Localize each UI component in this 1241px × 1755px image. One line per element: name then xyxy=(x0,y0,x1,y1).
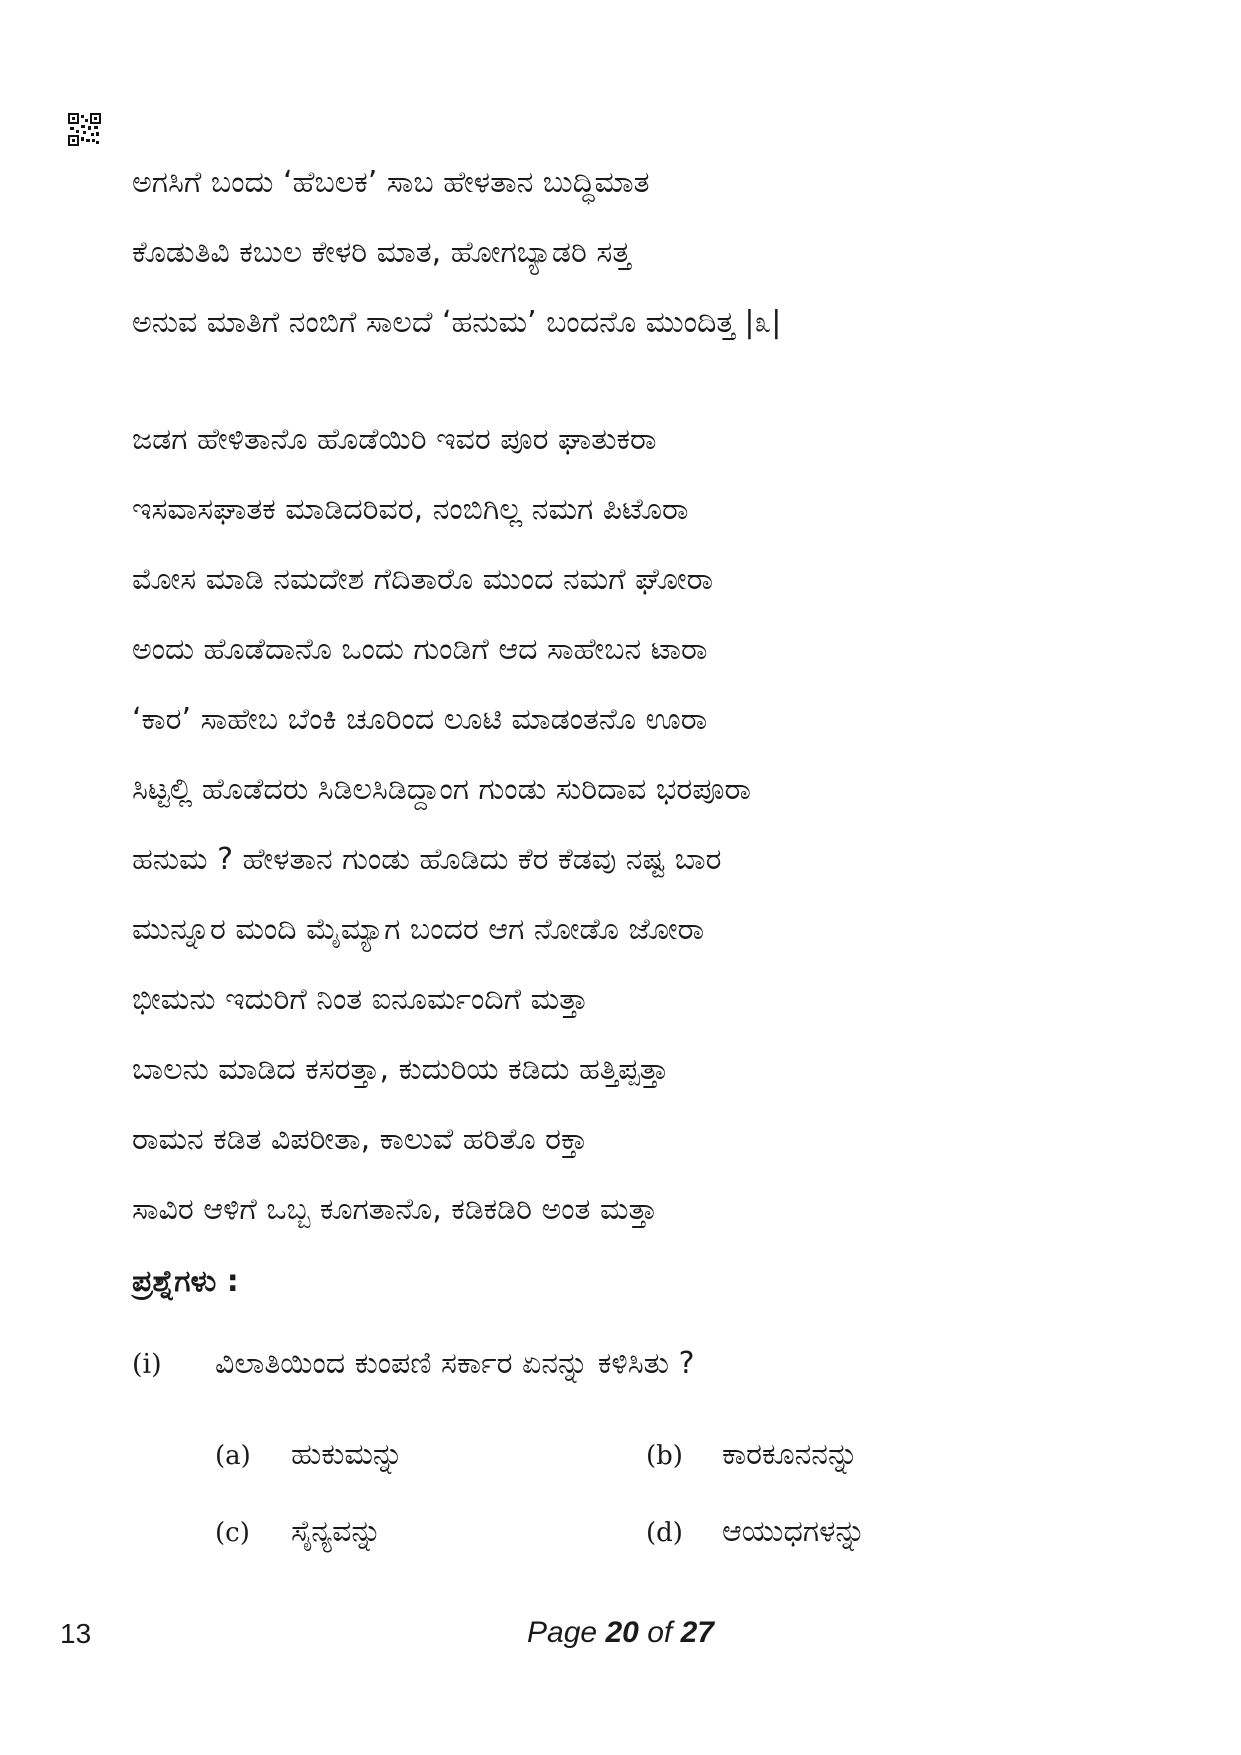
poem-line: ಸಿಟ್ಟಲ್ಲಿ ಹೊಡೆದರು ಸಿಡಿಲಸಿಡಿದ್ದಾಂಗ ಗುಂಡು ಸುರಿದಾವ ಭರಪೂರಾ xyxy=(132,772,751,807)
poem-line: ಸಾವಿರ ಆಳಿಗೆ ಒಬ್ಬ ಕೂಗತಾನೊ, ಕಡಿಕಡಿರಿ ಅಂತ ಮತ್ತಾ xyxy=(132,1192,658,1227)
poem xyxy=(132,165,1132,1262)
option-d[interactable] xyxy=(646,1514,866,1549)
poem-line: ಅನುವ ಮಾತಿಗೆ ನಂಬಿಗೆ ಸಾಲದೆ ‘ಹನುಮ’ ಬಂದನೊ ಮುಂದಿತ್ತ |೩| xyxy=(132,305,782,340)
of-word: of xyxy=(647,1616,673,1649)
option-text: ಸೈನ್ಯವನ್ನು xyxy=(291,1514,382,1549)
poem-line: ‘ಕಾರ’ ಸಾಹೇಬ ಬೆಂಕಿ ಚೂರಿಂದ ಲೂಟಿ ಮಾಡಂತನೊ ಊರಾ xyxy=(132,702,708,737)
option-c[interactable] xyxy=(215,1514,382,1549)
option-label: (b) xyxy=(646,1441,683,1471)
option-label: (d) xyxy=(646,1518,683,1548)
page-word: Page xyxy=(527,1616,598,1649)
option-label: (c) xyxy=(215,1518,250,1548)
option-label: (a) xyxy=(215,1441,251,1471)
page-indicator xyxy=(0,1616,1241,1650)
poem-line: ಇಸವಾಸಘಾತಕ ಮಾಡಿದರಿವರ, ನಂಬಿಗಿಲ್ಲ ನಮಗ ಪಿಟೊರಾ xyxy=(132,492,689,527)
question-text: ವಿಲಾತಿಯಿಂದ ಕುಂಪಣಿ ಸರ್ಕಾರ ಏನನ್ನು ಕಳಿಸಿತು ? xyxy=(215,1346,695,1381)
poem-line: ಜಡಗ ಹೇಳಿತಾನೊ ಹೊಡೆಯಿರಿ ಇವರ ಪೂರ ಘಾತುಕರಾ xyxy=(132,422,657,457)
poem-line: ಭೀಮನು ಇದುರಿಗೆ ನಿಂತ ಐನೂರ್ಮಂದಿಗೆ ಮತ್ತಾ xyxy=(132,982,589,1017)
question-number: (i) xyxy=(132,1349,162,1380)
poem-line: ಮುನ್ನೂರ ಮಂದಿ ಮೈಮ್ಯಾಗ ಬಂದರ ಆಗ ನೋಡೊ ಜೋರಾ xyxy=(132,912,705,947)
poem-line: ರಾಮನ ಕಡಿತ ವಿಪರೀತಾ, ಕಾಲುವೆ ಹರಿತೊ ರಕ್ತಾ xyxy=(132,1122,588,1157)
page-current: 20 xyxy=(605,1616,639,1649)
option-text: ಹುಕುಮನ್ನು xyxy=(291,1437,404,1472)
poem-line: ಅಂದು ಹೊಡೆದಾನೊ ಒಂದು ಗುಂಡಿಗೆ ಆದ ಸಾಹೇಬನ ಟಾರಾ xyxy=(132,632,708,667)
option-text: ಕಾರಕೂನನನ್ನು xyxy=(722,1437,859,1472)
poem-line: ಅಗಸಿಗೆ ಬಂದು ‘ಹೆಬಲಕ’ ಸಾಬ ಹೇಳತಾನ ಬುದ್ಧಿಮಾತ xyxy=(132,165,650,200)
option-a[interactable] xyxy=(215,1437,403,1472)
option-text: ಆಯುಧಗಳನ್ನು xyxy=(722,1514,866,1549)
questions-heading: ಪ್ರಶ್ನೆಗಳು : xyxy=(132,1264,239,1299)
page-total: 27 xyxy=(680,1616,714,1649)
paper-code: 13 xyxy=(60,1618,92,1649)
poem-line: ಕೊಡುತಿವಿ ಕಬುಲ ಕೇಳರಿ ಮಾತ, ಹೋಗಬ್ಯಾಡರಿ ಸತ್ತ xyxy=(132,235,631,270)
poem-line: ಮೋಸ ಮಾಡಿ ನಮದೇಶ ಗೆದಿತಾರೊ ಮುಂದ ನಮಗೆ ಘೋರಾ xyxy=(132,562,714,597)
poem-line: ಹನುಮ ? ಹೇಳತಾನ ಗುಂಡು ಹೊಡಿದು ಕೆರ ಕೆಡವು ನಷ್ಟ ಬಾರ xyxy=(132,842,722,877)
qr-code-icon xyxy=(68,113,101,146)
question-i xyxy=(132,1346,695,1381)
option-b[interactable] xyxy=(646,1437,858,1472)
poem-line: ಬಾಲನು ಮಾಡಿದ ಕಸರತ್ತಾ, ಕುದುರಿಯ ಕಡಿದು ಹತ್ತಿಪ್ಪತ್ತಾ xyxy=(132,1052,669,1087)
